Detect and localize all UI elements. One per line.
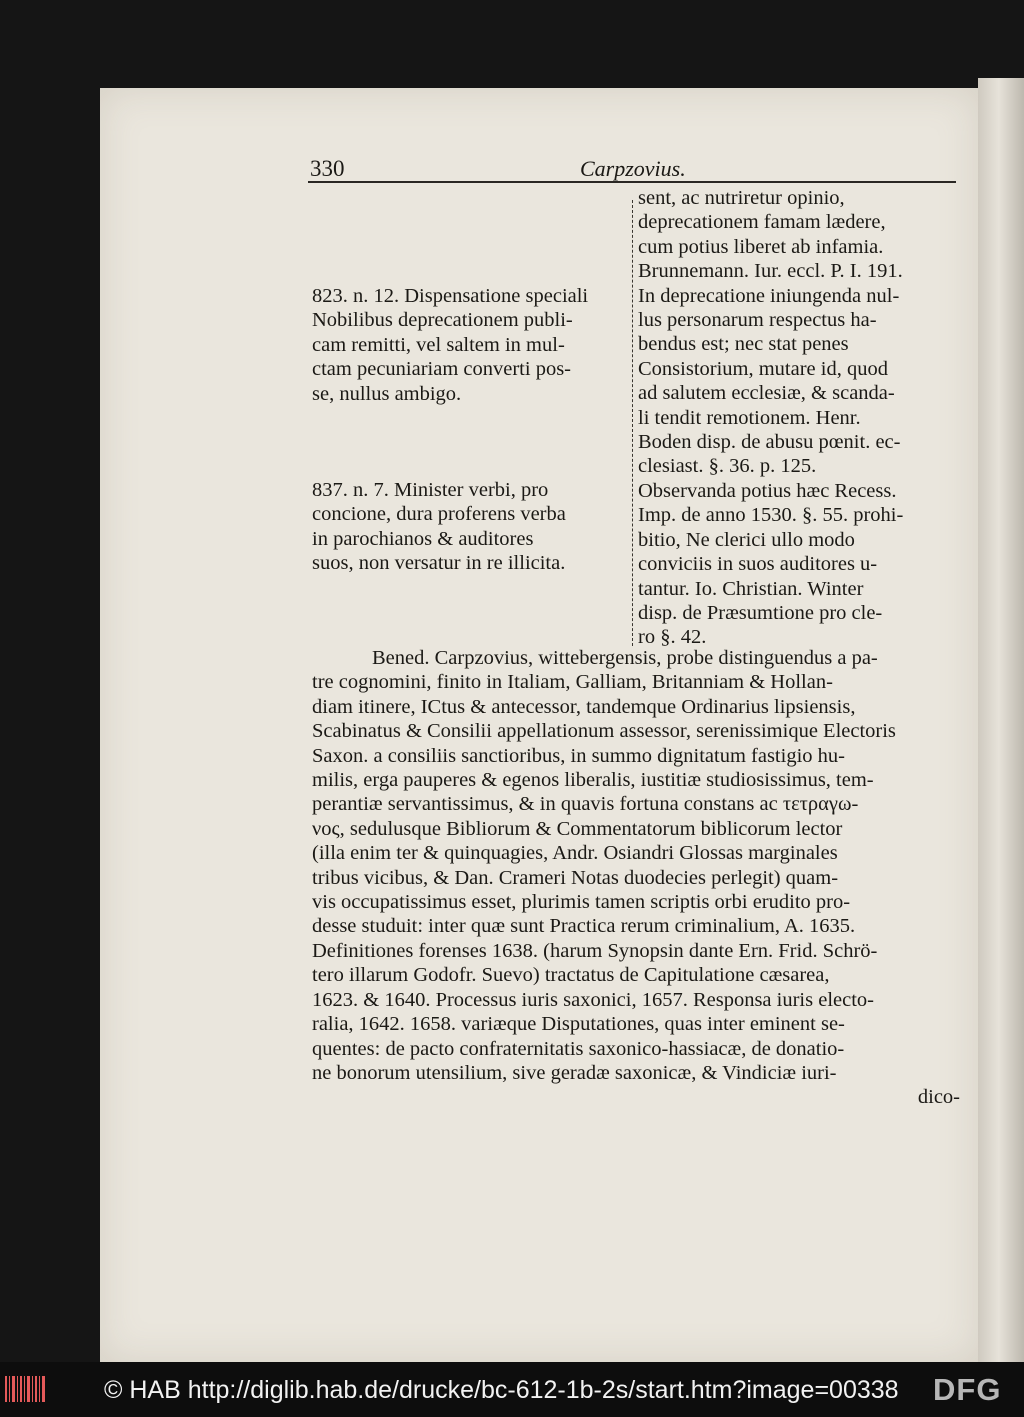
right-note-line: clesiast. §. 36. p. 125.: [638, 455, 817, 478]
barcode-icon: [4, 1374, 46, 1404]
adjacent-page-edge: [978, 78, 1024, 1362]
biography-paragraph: [312, 646, 960, 1110]
header-rule: [308, 181, 956, 183]
body-line: tre cognomini, finito in Italiam, Galliam, Britanniam & Hollan-: [312, 671, 833, 694]
right-note-line: Imp. de anno 1530. §. 55. prohi-: [638, 504, 904, 527]
dfg-logo: DFG: [933, 1372, 1002, 1407]
body-line: νος, sedulusque Bibliorum & Commentatorum biblicorum lector: [312, 817, 843, 840]
body-line: (illa enim ter & quinquagies, Andr. Osiandri Glossas marginales: [312, 842, 838, 865]
body-line: perantiæ servantissimus, & in quavis fortuna constans ac τετραγω-: [312, 793, 859, 816]
left-note-line: 837. n. 7. Minister verbi, pro: [312, 479, 549, 501]
right-note-line: li tendit remotionem. Henr.: [638, 406, 861, 429]
left-note-837: [312, 478, 632, 576]
right-note-line: disp. de Præsumtione pro cle-: [638, 601, 883, 624]
running-title: Carpzovius.: [580, 156, 686, 181]
body-line: diam itinere, ICtus & antecessor, tandemque Ordinarius lipsiensis,: [312, 695, 856, 718]
right-note-line: Boden disp. de abusu pœnit. ec-: [638, 431, 901, 454]
body-line: Scabinatus & Consilii appellationum assessor, serenissimique Electoris: [312, 720, 896, 743]
right-note-line: sent, ac nutriretur opinio,: [638, 187, 845, 209]
left-note-line: in parochianos & auditores: [312, 527, 534, 550]
right-note-line: Brunnemann. Iur. eccl. P. I. 191.: [638, 260, 903, 283]
right-note-line: ad salutem ecclesiæ, & scanda-: [638, 382, 895, 405]
body-line: ne bonorum utensilium, sive geradæ saxonicæ, & Vindiciæ iuri-: [312, 1061, 837, 1084]
body-line: vis occupatissimus esset, plurimis tamen scriptis orbi erudito pro-: [312, 891, 851, 914]
column-divider: [632, 200, 633, 646]
page-number: 330: [310, 156, 345, 181]
body-line: Bened. Carpzovius, wittebergensis, probe distinguendus a pa-: [372, 647, 878, 669]
left-note-line: se, nullus ambigo.: [312, 382, 462, 405]
right-note-line: In deprecatione iniungenda nul-: [638, 284, 900, 307]
right-note-line: bitio, Ne clerici ullo modo: [638, 528, 855, 551]
body-line: Definitiones forenses 1638. (harum Synopsin dante Ern. Frid. Schrö-: [312, 939, 878, 962]
right-note-line: tantur. Io. Christian. Winter: [638, 577, 864, 600]
body-line: 1623. & 1640. Processus iuris saxonici, 1657. Responsa iuris electo-: [312, 988, 874, 1011]
left-note-line: Nobilibus deprecationem publi-: [312, 309, 573, 332]
right-note-line: conviciis in suos auditores u-: [638, 553, 878, 576]
right-note-line: Observanda potius hæc Recess.: [638, 479, 897, 502]
body-line: milis, erga pauperes & egenos liberalis, iustitiæ studiosissimus, tem-: [312, 769, 874, 792]
body-line: quentes: de pacto confraternitatis saxonico-hassiacæ, de donatio-: [312, 1037, 845, 1060]
right-note-line: deprecationem famam lædere,: [638, 211, 886, 234]
right-note-line: bendus est; nec stat penes: [638, 333, 849, 356]
left-note-line: 823. n. 12. Dispensatione speciali: [312, 285, 589, 307]
body-line: ralia, 1642. 1658. variæque Disputationes, quas inter eminent se-: [312, 1013, 845, 1036]
body-line: tribus vicibus, & Dan. Crameri Notas duodecies perlegit) quam-: [312, 866, 839, 889]
left-note-line: concione, dura proferens verba: [312, 503, 566, 526]
body-line: Saxon. a consiliis sanctioribus, in summo dignitatum fastigio hu-: [312, 744, 845, 767]
right-notes-column: [638, 186, 956, 650]
left-note-line: suos, non versatur in re illicita.: [312, 552, 566, 575]
body-line: desse studuit: inter quæ sunt Practica rerum criminalium, A. 1635.: [312, 915, 856, 938]
left-note-823: [312, 284, 632, 406]
right-note-line: Consistorium, mutare id, quod: [638, 357, 888, 380]
catchword: dico-: [917, 1086, 960, 1109]
left-note-line: cam remitti, vel saltem in mul-: [312, 333, 565, 356]
left-note-line: ctam pecuniariam converti pos-: [312, 358, 571, 381]
copyright-link[interactable]: © HAB http://diglib.hab.de/drucke/bc-612-1b-2s/start.htm?image=00338: [104, 1376, 899, 1404]
right-note-line: cum potius liberet ab infamia.: [638, 235, 884, 258]
right-note-line: lus personarum respectus ha-: [638, 309, 877, 332]
right-note-line: ro §. 42.: [638, 626, 707, 649]
body-line: tero illarum Godofr. Suevo) tractatus de Capitulatione cæsarea,: [312, 964, 830, 987]
